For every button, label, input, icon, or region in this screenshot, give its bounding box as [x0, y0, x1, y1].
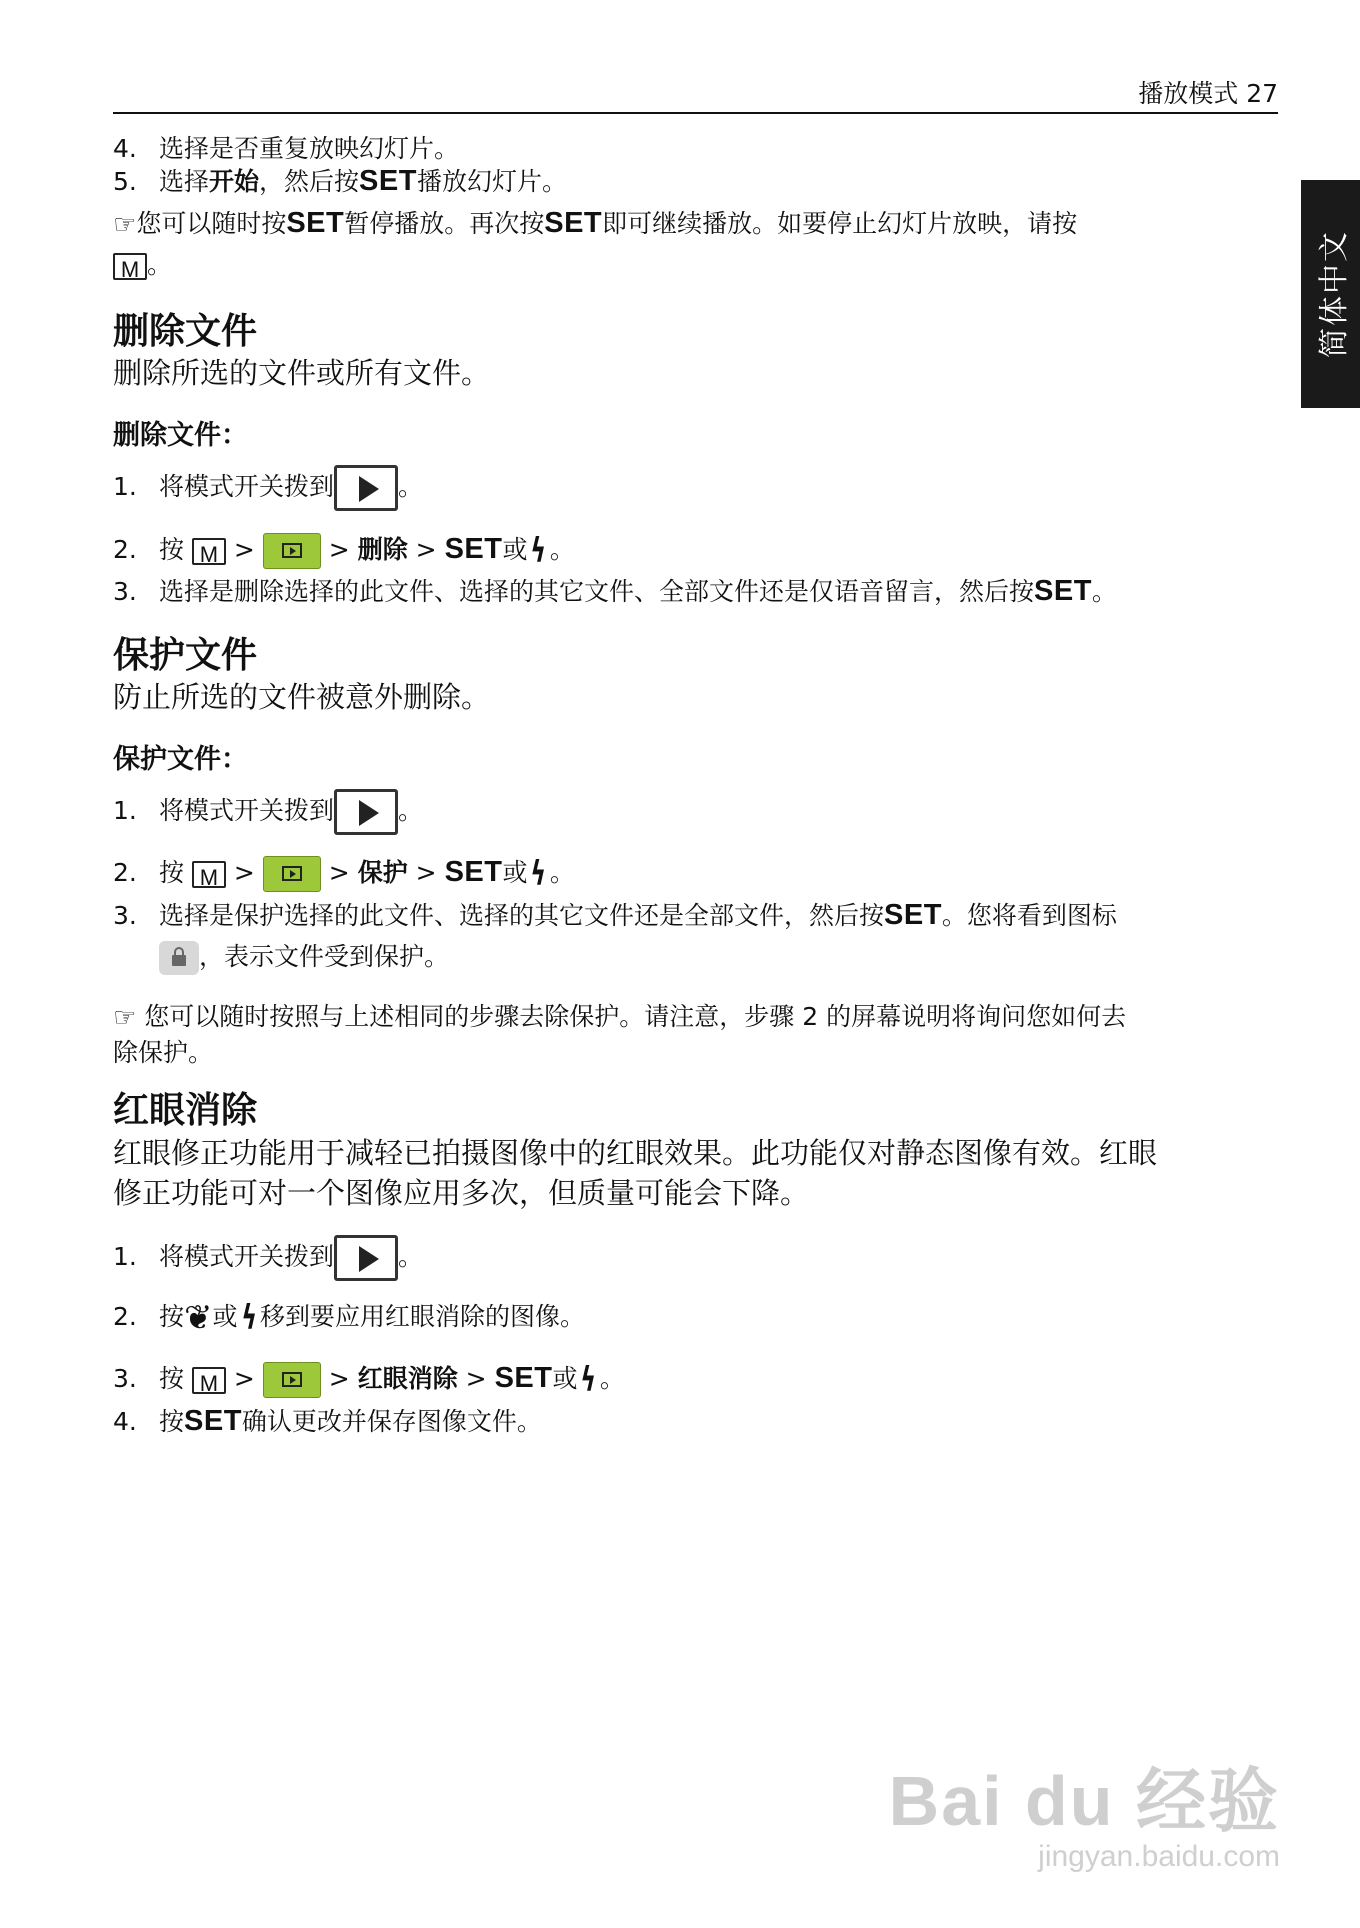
step-text: 播放幻灯片。: [416, 167, 567, 196]
protect-step-2: [113, 855, 575, 892]
redeye-step-4: [113, 1404, 542, 1439]
delete-step-3: [113, 574, 1117, 609]
note-hand-icon: ☞: [113, 1003, 137, 1033]
step-text: 将模式开关拨到: [159, 472, 335, 501]
redeye-option-label: 红眼消除: [357, 1364, 458, 1393]
note-hand-icon: ☞: [113, 210, 137, 240]
step-5-start: [113, 164, 567, 199]
macro-icon: ❦: [184, 1298, 213, 1338]
note-text: 即可继续播放。如要停止幻灯片放映，请按: [602, 209, 1078, 238]
redeye-description-line1: 红眼修正功能用于减轻已拍摄图像中的红眼效果。此功能仅对静态图像有效。红眼: [113, 1136, 1158, 1170]
step-number: 2.: [113, 535, 137, 564]
protect-section-title: 保护文件: [113, 635, 258, 676]
step-number: 4.: [113, 134, 137, 163]
protect-note: [113, 1000, 1126, 1035]
delete-description: 删除所选的文件或所有文件。: [113, 356, 491, 390]
set-key-label: SET: [286, 207, 345, 239]
arrow-text: >: [328, 535, 350, 564]
delete-section-title: 删除文件: [113, 311, 258, 352]
flash-icon: ϟ: [580, 1360, 597, 1400]
redeye-step-2: [113, 1298, 585, 1338]
step-text: 确认更改并保存图像文件。: [241, 1407, 542, 1436]
step-number: 1.: [113, 1242, 137, 1271]
redeye-step-3: [113, 1361, 625, 1398]
set-key-label: SET: [884, 899, 942, 931]
set-key-label: SET: [444, 856, 503, 888]
menu-m-icon: [192, 538, 226, 565]
baidu-watermark: [889, 1745, 1280, 1874]
step-text: 选择是删除选择的此文件、选择的其它文件、全部文件还是仅语音留言，然后按: [159, 577, 1035, 606]
step-number: 5.: [113, 167, 137, 196]
slideshow-note: [113, 206, 1077, 242]
set-key-label: SET: [359, 165, 417, 197]
note-text: 您可以随时按照与上述相同的步骤去除保护。请注意，步骤 2 的屏幕说明将询问您如何去: [144, 1002, 1127, 1031]
header-rule: [113, 112, 1278, 114]
arrow-text: >: [415, 535, 437, 564]
delete-option-label: 删除: [357, 535, 408, 564]
arrow-text: >: [233, 1364, 255, 1393]
step-number: 1.: [113, 796, 137, 825]
arrow-text: >: [328, 1364, 350, 1393]
arrow-text: >: [233, 535, 255, 564]
step-number: 3.: [113, 901, 137, 930]
protect-step-3-cont: [159, 940, 449, 975]
set-key-label: SET: [184, 1405, 242, 1437]
note-text: 。: [147, 250, 173, 279]
arrow-text: >: [415, 858, 437, 887]
step-number: 3.: [113, 577, 137, 606]
watermark-brand: Bai du 经验: [888, 1762, 1280, 1840]
protect-subtitle: 保护文件：: [113, 744, 248, 775]
step-text: 按: [159, 1364, 185, 1393]
playback-icon: [334, 1235, 398, 1281]
language-tab-label: 简体中文: [1316, 230, 1352, 358]
playback-menu-icon: [263, 533, 321, 569]
arrow-text: >: [465, 1364, 487, 1393]
step-number: 1.: [113, 472, 137, 501]
step-text: 将模式开关拨到: [159, 796, 335, 825]
language-tab: [1301, 180, 1360, 408]
step-text: 。: [398, 472, 424, 501]
step-text: ，然后按: [259, 167, 360, 196]
set-key-label: SET: [544, 207, 603, 239]
set-key-label: SET: [494, 1362, 553, 1394]
watermark-url: jingyan.baidu.com: [1038, 1840, 1280, 1873]
delete-step-2: [113, 532, 575, 569]
step-text: 或: [502, 535, 528, 564]
protect-step-3: [113, 898, 1117, 933]
step-text: 。: [398, 796, 424, 825]
lock-icon: [159, 941, 199, 975]
protect-description: 防止所选的文件被意外删除。: [113, 680, 491, 714]
step-number: 2.: [113, 858, 137, 887]
start-label: 开始: [209, 167, 260, 196]
arrow-text: >: [233, 858, 255, 887]
set-key-label: SET: [444, 533, 503, 565]
note-text: 您可以随时按: [136, 209, 287, 238]
flash-icon: ϟ: [530, 854, 547, 894]
header-title: 播放模式: [1138, 79, 1239, 108]
step-text: 选择是保护选择的此文件、选择的其它文件还是全部文件，然后按: [159, 901, 885, 930]
menu-m-icon: [192, 861, 226, 888]
arrow-text: >: [328, 858, 350, 887]
step-text: 或: [552, 1364, 578, 1393]
delete-step-1: [113, 465, 423, 511]
protect-step-1: [113, 789, 423, 835]
step-4-repeat: [113, 132, 459, 166]
step-text: 。: [549, 535, 575, 564]
step-text: 。: [599, 1364, 625, 1393]
playback-menu-icon: [263, 1362, 321, 1398]
delete-subtitle: 删除文件：: [113, 420, 248, 451]
step-text: 选择是否重复放映幻灯片。: [159, 134, 460, 163]
step-number: 3.: [113, 1364, 137, 1393]
protect-note-cont: [113, 1036, 213, 1070]
playback-menu-icon: [263, 856, 321, 892]
flash-icon: ϟ: [240, 1298, 257, 1338]
step-text: 按: [159, 858, 185, 887]
slideshow-note-cont: [113, 248, 172, 282]
step-text: 或: [212, 1302, 238, 1331]
flash-icon: ϟ: [530, 531, 547, 571]
protect-option-label: 保护: [357, 858, 408, 887]
step-text: 将模式开关拨到: [159, 1242, 335, 1271]
redeye-description-line2: 修正功能可对一个图像应用多次，但质量可能会下降。: [113, 1176, 810, 1210]
playback-icon: [334, 465, 398, 511]
redeye-section-title: 红眼消除: [113, 1090, 258, 1131]
page-number: 27: [1246, 79, 1278, 108]
menu-m-icon: [113, 253, 147, 280]
step-text: 按: [159, 1407, 185, 1436]
redeye-step-1: [113, 1235, 423, 1281]
step-text: ，表示文件受到保护。: [199, 942, 450, 971]
step-text: 按: [159, 1302, 185, 1331]
step-number: 2.: [113, 1302, 137, 1331]
step-text: 或: [502, 858, 528, 887]
note-text: 暂停播放。再次按: [344, 209, 545, 238]
step-text: 。: [1091, 577, 1117, 606]
menu-m-icon: [192, 1367, 226, 1394]
page-header: [1138, 74, 1278, 110]
step-text: 。: [398, 1242, 424, 1271]
step-text: 。: [549, 858, 575, 887]
step-number: 4.: [113, 1407, 137, 1436]
set-key-label: SET: [1034, 575, 1092, 607]
playback-icon: [334, 789, 398, 835]
note-text: 除保护。: [113, 1038, 214, 1067]
step-text: 选择: [159, 167, 210, 196]
step-text: 移到要应用红眼消除的图像。: [259, 1302, 585, 1331]
step-text: 。您将看到图标: [941, 901, 1117, 930]
step-text: 按: [159, 535, 185, 564]
